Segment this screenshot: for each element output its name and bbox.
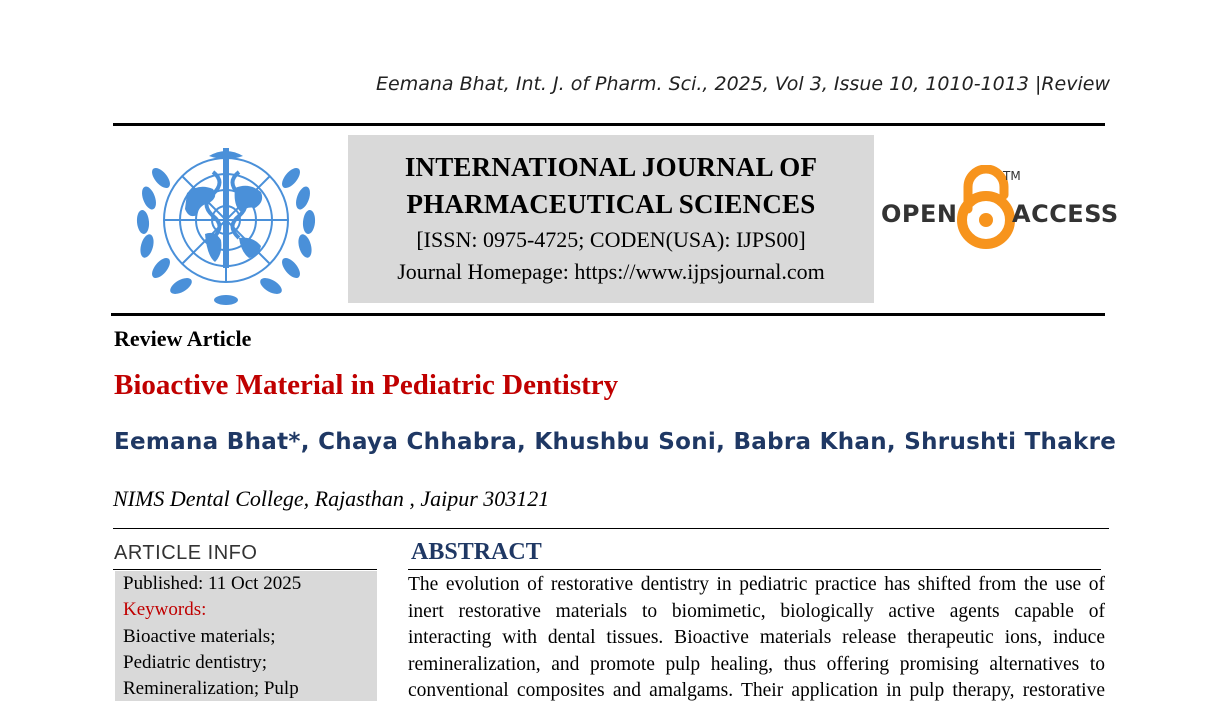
author-affiliation: NIMS Dental College, Rajasthan , Jaipur 303121 xyxy=(113,486,550,511)
article-info-heading: ARTICLE INFO xyxy=(114,542,258,564)
open-access-open-text: OPEN xyxy=(881,200,958,228)
keyword-item: Remineralization; Pulp xyxy=(123,678,299,699)
abstract-heading: ABSTRACT xyxy=(411,539,542,565)
keyword-item: Pediatric dentistry; xyxy=(123,652,268,673)
journal-title-line-1: INTERNATIONAL JOURNAL OF xyxy=(404,152,818,182)
article-info-rule xyxy=(113,569,377,570)
header-bottom-rule xyxy=(111,313,1105,316)
abstract-line: inert restorative materials to biomimetic, biologically active agents capable of xyxy=(408,600,1105,622)
journal-homepage: Journal Homepage: https://www.ijpsjournal.com xyxy=(397,259,825,284)
article-title: Bioactive Material in Pediatric Dentistry xyxy=(114,369,619,401)
abstract-line: conventional composites and amalgams. Their application in pulp therapy, restorative xyxy=(408,680,1105,701)
article-type: Review Article xyxy=(114,326,252,351)
keyword-item: Bioactive materials; xyxy=(123,626,276,647)
abstract-body xyxy=(408,572,1105,705)
article-authors: Eemana Bhat*, Chaya Chhabra, Khushbu Soni, Babra Khan, Shrushti Thakre xyxy=(114,429,1117,455)
running-header-citation: Eemana Bhat, Int. J. of Pharm. Sci., 2025, Vol 3, Issue 10, 1010-1013 |Review xyxy=(376,73,1110,95)
section-divider xyxy=(113,528,1109,529)
abstract-line: The evolution of restorative dentistry in pediatric practice has shifted from the use of xyxy=(408,574,1105,595)
open-access-access-text: ACCESS xyxy=(1012,200,1119,228)
journal-title-line-2: PHARMACEUTICAL SCIENCES xyxy=(406,189,816,219)
header-top-rule xyxy=(113,123,1105,126)
article-info-box xyxy=(115,571,377,701)
journal-banner xyxy=(348,135,874,303)
open-access-trademark: TM xyxy=(1003,169,1021,183)
abstract-line: interacting with dental tissues. Bioactive materials release therapeutic ions, induce xyxy=(408,627,1105,648)
keywords-label: Keywords: xyxy=(123,599,207,620)
published-date: Published: 11 Oct 2025 xyxy=(123,573,302,594)
journal-issn: [ISSN: 0975-4725; CODEN(USA): IJPS00] xyxy=(416,227,806,252)
abstract-rule xyxy=(408,569,1101,570)
abstract-line: remineralization, and promote pulp healing, thus offering promising alternatives to xyxy=(408,653,1105,675)
journal-emblem-logo xyxy=(127,138,325,308)
